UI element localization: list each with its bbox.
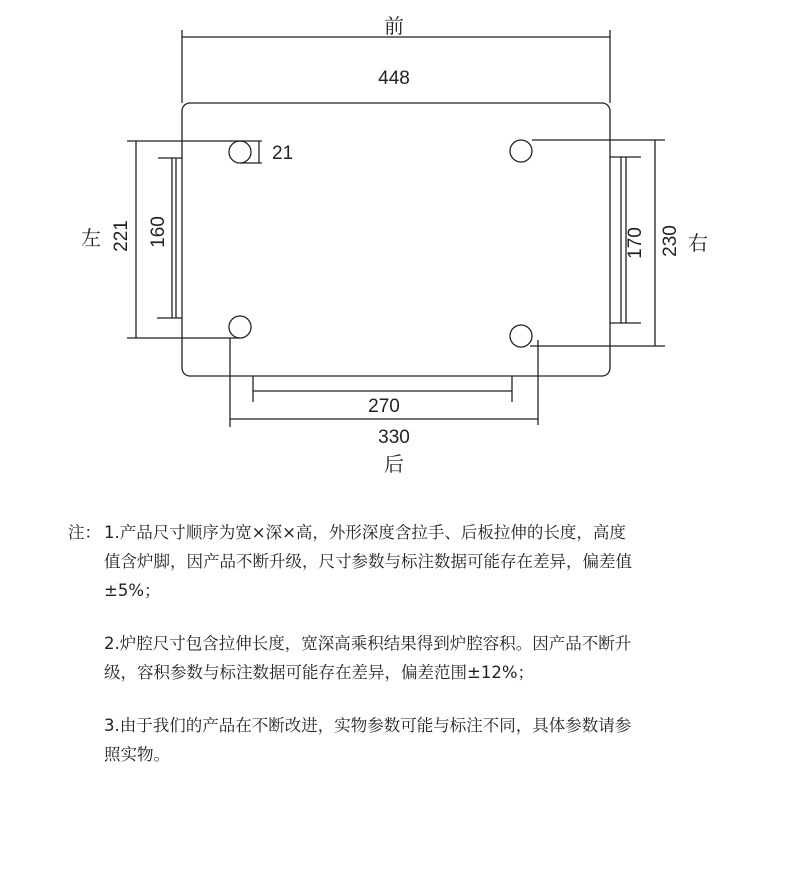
foot-front-right bbox=[510, 140, 532, 162]
dim-bottom-inner: 270 bbox=[368, 396, 400, 417]
notes bbox=[68, 518, 748, 793]
dim-left-inner: 160 bbox=[148, 216, 169, 248]
dim-foot-diameter: 21 bbox=[272, 143, 294, 164]
label-front: 前 bbox=[384, 14, 404, 38]
note-1 bbox=[68, 518, 748, 605]
note-line: 照实物。 bbox=[104, 745, 170, 764]
dim-bottom-outer: 330 bbox=[378, 427, 410, 448]
dim-right-inner: 170 bbox=[625, 227, 646, 259]
label-back: 后 bbox=[384, 452, 404, 476]
note-2 bbox=[68, 629, 748, 687]
note-line: 值含炉脚，因产品不断升级，尺寸参数与标注数据可能存在差异，偏差值 bbox=[104, 552, 632, 571]
foot-front-left bbox=[229, 141, 251, 163]
note-line: 1.产品尺寸顺序为宽×深×高，外形深度含拉手、后板拉伸的长度，高度 bbox=[104, 523, 626, 542]
dim-left-outer: 221 bbox=[111, 220, 132, 252]
note-line: 2.炉腔尺寸包含拉伸长度，宽深高乘积结果得到炉腔容积。因产品不断升 bbox=[104, 634, 632, 653]
base-outline bbox=[182, 103, 610, 376]
note-line: ±5%； bbox=[104, 581, 161, 600]
label-right: 右 bbox=[688, 231, 708, 255]
foot-back-left bbox=[229, 316, 251, 338]
note-3 bbox=[68, 711, 748, 769]
notes-label: 注： bbox=[68, 523, 101, 542]
label-left: 左 bbox=[81, 226, 101, 250]
foot-back-right bbox=[510, 325, 532, 347]
dimension-448 bbox=[182, 30, 610, 103]
note-line: 级，容积参数与标注数据可能存在差异，偏差范围±12%； bbox=[104, 663, 534, 682]
dimension-21 bbox=[230, 141, 262, 163]
dim-right-outer: 230 bbox=[660, 225, 681, 257]
dimension-221 bbox=[127, 141, 240, 338]
dim-overall-width: 448 bbox=[378, 68, 410, 89]
note-line: 3.由于我们的产品在不断改进，实物参数可能与标注不同，具体参数请参 bbox=[104, 716, 632, 735]
